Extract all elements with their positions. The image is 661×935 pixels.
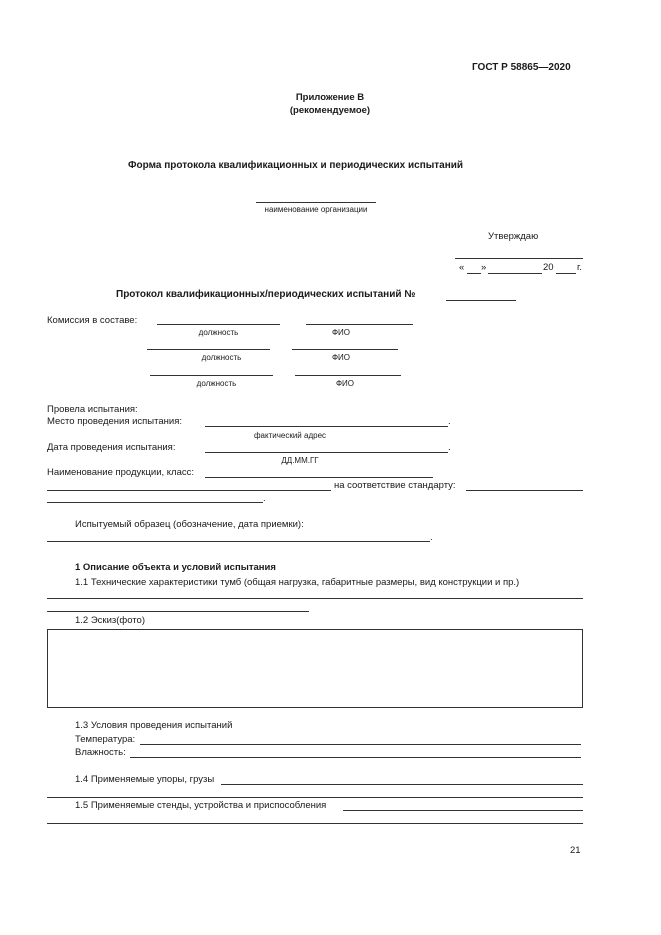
page-number: 21 bbox=[570, 845, 581, 856]
standard-period: . bbox=[263, 493, 266, 504]
sketch-box bbox=[47, 629, 583, 708]
date-period: . bbox=[448, 442, 451, 453]
place-caption: фактический адрес bbox=[253, 431, 327, 440]
item-1-2: 1.2 Эскиз(фото) bbox=[75, 615, 145, 626]
item-1-3: 1.3 Условия проведения испытаний bbox=[75, 720, 233, 731]
product-line-2 bbox=[47, 490, 331, 491]
item-1-5: 1.5 Применяемые стенды, устройства и приспособления bbox=[75, 800, 327, 811]
item-1-4: 1.4 Применяемые упоры, грузы bbox=[75, 774, 215, 785]
section-1-title: 1 Описание объекта и условий испытания bbox=[75, 562, 276, 573]
commission-name-line-3 bbox=[295, 375, 401, 376]
product-label: Наименование продукции, класс: bbox=[47, 467, 195, 478]
humidity-line bbox=[130, 757, 581, 758]
appendix-note: (рекомендуемое) bbox=[289, 105, 371, 116]
commission-position-line-2 bbox=[147, 349, 270, 350]
date-label: Дата проведения испытания: bbox=[47, 442, 176, 453]
item-1-5-line-1 bbox=[343, 810, 583, 811]
name-caption-1: ФИО bbox=[331, 328, 351, 337]
position-caption-3: должность bbox=[196, 379, 237, 388]
temperature-label: Температура: bbox=[75, 734, 136, 745]
standard-number: ГОСТ Р 58865—2020 bbox=[472, 62, 571, 73]
approval-year-prefix: 20 bbox=[543, 262, 554, 273]
protocol-title: Протокол квалификационных/периодических испытаний № bbox=[116, 289, 416, 300]
name-caption-2: ФИО bbox=[331, 353, 351, 362]
approval-signature-line bbox=[455, 258, 583, 259]
approval-date-open: « bbox=[459, 262, 465, 273]
standard-label: на соответствие стандарту: bbox=[334, 480, 456, 491]
approval-label: Утверждаю bbox=[488, 231, 539, 242]
standard-line bbox=[466, 490, 583, 491]
commission-position-line-1 bbox=[157, 324, 280, 325]
approval-day-line bbox=[467, 273, 481, 274]
item-1-1: 1.1 Технические характеристики тумб (общая нагрузка, габаритные размеры, вид конструкции и пр.) bbox=[75, 577, 520, 588]
approval-month-line bbox=[488, 273, 542, 274]
product-line bbox=[205, 477, 433, 478]
sample-label: Испытуемый образец (обозначение, дата приемки): bbox=[75, 519, 304, 530]
sample-period: . bbox=[430, 532, 433, 543]
item-1-1-line-2 bbox=[47, 611, 309, 612]
commission-position-line-3 bbox=[150, 375, 273, 376]
place-line bbox=[205, 426, 448, 427]
place-label: Место проведения испытания: bbox=[47, 416, 183, 427]
position-caption-2: должность bbox=[201, 353, 242, 362]
organization-caption: наименование организации bbox=[264, 205, 368, 214]
commission-name-line-2 bbox=[292, 349, 398, 350]
approval-date-mid: » bbox=[481, 262, 487, 273]
approval-year-suffix: г. bbox=[577, 262, 582, 273]
position-caption-1: должность bbox=[198, 328, 239, 337]
approval-year-line bbox=[556, 273, 576, 274]
temperature-line bbox=[140, 744, 581, 745]
form-title: Форма протокола квалификационных и периодических испытаний bbox=[128, 160, 464, 171]
conducted-label: Провела испытания: bbox=[47, 404, 138, 415]
organization-line bbox=[256, 202, 376, 203]
name-caption-3: ФИО bbox=[335, 379, 355, 388]
commission-name-line-1 bbox=[306, 324, 413, 325]
date-line bbox=[205, 452, 448, 453]
place-period: . bbox=[448, 416, 451, 427]
item-1-5-line-2 bbox=[47, 823, 583, 824]
date-caption: ДД.ММ.ГГ bbox=[281, 456, 319, 465]
item-1-1-line-1 bbox=[47, 598, 583, 599]
appendix-title: Приложение В bbox=[295, 92, 365, 103]
standard-line-2 bbox=[47, 502, 263, 503]
item-1-4-line-2 bbox=[47, 797, 583, 798]
sample-line bbox=[47, 541, 430, 542]
commission-label: Комиссия в составе: bbox=[47, 315, 138, 326]
item-1-4-line-1 bbox=[221, 784, 583, 785]
humidity-label: Влажность: bbox=[75, 747, 126, 758]
protocol-number-line bbox=[446, 300, 516, 301]
